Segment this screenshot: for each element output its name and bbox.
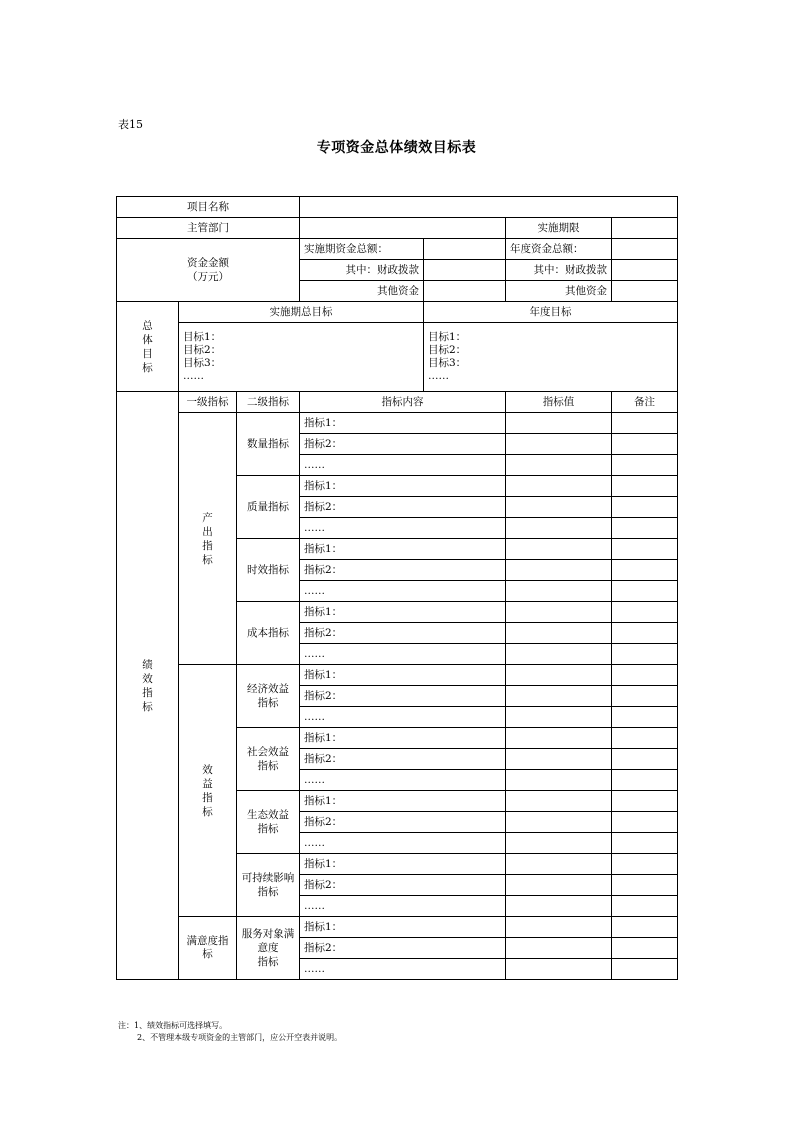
indicator-content-field[interactable]: 指标2：	[300, 875, 506, 896]
header-level2: 二级指标	[237, 392, 300, 413]
field-period-total[interactable]	[424, 239, 506, 260]
indicator-note-field[interactable]	[612, 875, 678, 896]
label-other-right: 其他资金	[506, 281, 612, 302]
indicator-row	[117, 413, 678, 434]
indicator-value-field[interactable]	[506, 749, 612, 770]
level1-indicator: 效益指标	[179, 665, 237, 917]
level2-indicator: 可持续影响 指标	[237, 854, 300, 917]
indicator-content-field[interactable]: ……	[300, 896, 506, 917]
header-note: 备注	[612, 392, 678, 413]
indicator-note-field[interactable]	[612, 854, 678, 875]
indicator-content-field[interactable]: 指标2：	[300, 938, 506, 959]
level2-indicator: 社会效益 指标	[237, 728, 300, 791]
indicator-content-field[interactable]: 指标1：	[300, 539, 506, 560]
label-fiscal-right: 其中：财政拨款	[506, 260, 612, 281]
label-funds	[117, 239, 300, 302]
indicator-note-field[interactable]	[612, 665, 678, 686]
indicator-content-field[interactable]: ……	[300, 518, 506, 539]
indicator-value-field[interactable]	[506, 497, 612, 518]
indicator-value-field[interactable]	[506, 728, 612, 749]
field-period-goal[interactable]	[179, 323, 424, 392]
level2-indicator: 质量指标	[237, 476, 300, 539]
indicator-content-field[interactable]: ……	[300, 770, 506, 791]
field-other-right[interactable]	[612, 281, 678, 302]
label-department: 主管部门	[117, 218, 300, 239]
indicator-value-field[interactable]	[506, 413, 612, 434]
indicator-value-field[interactable]	[506, 875, 612, 896]
indicator-value-field[interactable]	[506, 896, 612, 917]
indicator-content-field[interactable]: 指标2：	[300, 623, 506, 644]
indicator-content-field[interactable]: 指标1：	[300, 728, 506, 749]
indicator-value-field[interactable]	[506, 938, 612, 959]
indicator-value-field[interactable]	[506, 518, 612, 539]
level2-indicator: 生态效益 指标	[237, 791, 300, 854]
indicator-value-field[interactable]	[506, 602, 612, 623]
indicator-note-field[interactable]	[612, 518, 678, 539]
row-indicator-headers	[117, 392, 678, 413]
field-other-left[interactable]	[424, 281, 506, 302]
row-project-name	[117, 197, 678, 218]
header-value: 指标值	[506, 392, 612, 413]
indicator-content-field[interactable]: 指标1：	[300, 791, 506, 812]
label-annual-total: 年度资金总额：	[506, 239, 612, 260]
indicator-content-field[interactable]: 指标2：	[300, 812, 506, 833]
indicator-content-field[interactable]: 指标1：	[300, 917, 506, 938]
indicator-note-field[interactable]	[612, 434, 678, 455]
indicator-content-field[interactable]: 指标1：	[300, 854, 506, 875]
indicator-value-field[interactable]	[506, 560, 612, 581]
period-goal-item: 目标1：	[183, 331, 222, 343]
period-goal-item: 目标3：	[183, 357, 222, 369]
indicator-note-field[interactable]	[612, 602, 678, 623]
field-period[interactable]	[612, 218, 678, 239]
indicator-note-field[interactable]	[612, 623, 678, 644]
indicator-note-field[interactable]	[612, 791, 678, 812]
header-level1: 一级指标	[179, 392, 237, 413]
period-goal-item: 目标2：	[183, 344, 222, 356]
indicator-value-field[interactable]	[506, 833, 612, 854]
header-period-goal: 实施期总目标	[179, 302, 424, 323]
indicator-content-field[interactable]: ……	[300, 644, 506, 665]
label-funds-line1: 资金金额	[187, 257, 229, 269]
indicator-row	[117, 917, 678, 938]
annual-goal-item: 目标1：	[428, 331, 467, 343]
indicator-content-field[interactable]: 指标2：	[300, 749, 506, 770]
indicator-value-field[interactable]	[506, 455, 612, 476]
indicator-note-field[interactable]	[612, 728, 678, 749]
indicator-content-field[interactable]: 指标1：	[300, 413, 506, 434]
level2-indicator: 服务对象满意度 指标	[237, 917, 300, 980]
performance-goal-table	[116, 196, 678, 980]
annual-goal-item: 目标3：	[428, 357, 467, 369]
indicator-value-field[interactable]	[506, 434, 612, 455]
field-fiscal-left[interactable]	[424, 260, 506, 281]
field-project-name[interactable]	[300, 197, 678, 218]
label-project-name: 项目名称	[117, 197, 300, 218]
level1-indicator: 满意度指标	[179, 917, 237, 980]
header-annual-goal: 年度目标	[424, 302, 678, 323]
field-fiscal-right[interactable]	[612, 260, 678, 281]
indicator-content-field[interactable]: 指标2：	[300, 686, 506, 707]
label-overall-goal: 总体目标	[117, 302, 179, 392]
header-content: 指标内容	[300, 392, 506, 413]
footnote-2: 2、不管理本级专项资金的主管部门，应公开空表并说明。	[137, 1033, 343, 1042]
indicator-note-field[interactable]	[612, 770, 678, 791]
footnotes	[118, 1020, 342, 1044]
indicator-note-field[interactable]	[612, 644, 678, 665]
label-funds-line2: （万元）	[187, 271, 229, 283]
indicator-value-field[interactable]	[506, 476, 612, 497]
indicator-note-field[interactable]	[612, 413, 678, 434]
period-goal-item: ……	[183, 370, 204, 382]
indicator-note-field[interactable]	[612, 455, 678, 476]
annual-goal-item: 目标2：	[428, 344, 467, 356]
page-title: 专项资金总体绩效目标表	[316, 140, 477, 156]
indicator-content-field[interactable]: 指标1：	[300, 665, 506, 686]
field-annual-goal[interactable]	[424, 323, 678, 392]
indicator-note-field[interactable]	[612, 812, 678, 833]
indicator-value-field[interactable]	[506, 917, 612, 938]
indicator-value-field[interactable]	[506, 539, 612, 560]
label-other-left: 其他资金	[300, 281, 424, 302]
indicator-value-field[interactable]	[506, 644, 612, 665]
indicator-value-field[interactable]	[506, 707, 612, 728]
row-goal-content	[117, 323, 678, 392]
row-funds-total	[117, 239, 678, 260]
indicator-content-field[interactable]: ……	[300, 581, 506, 602]
indicator-value-field[interactable]	[506, 665, 612, 686]
indicator-note-field[interactable]	[612, 707, 678, 728]
indicator-note-field[interactable]	[612, 896, 678, 917]
indicator-content-field[interactable]: ……	[300, 707, 506, 728]
level1-indicator: 产出指标	[179, 413, 237, 665]
level2-indicator: 经济效益 指标	[237, 665, 300, 728]
indicator-content-field[interactable]: ……	[300, 455, 506, 476]
label-period-total: 实施期资金总额：	[300, 239, 424, 260]
field-annual-total[interactable]	[612, 239, 678, 260]
row-department	[117, 218, 678, 239]
indicator-note-field[interactable]	[612, 686, 678, 707]
label-performance-indicators: 绩效指标	[117, 392, 179, 980]
label-period: 实施期限	[506, 218, 612, 239]
indicator-note-field[interactable]	[612, 959, 678, 980]
level2-indicator: 时效指标	[237, 539, 300, 602]
indicator-note-field[interactable]	[612, 749, 678, 770]
row-goal-headers	[117, 302, 678, 323]
footnote-1: 注：1、绩效指标可选择填写。	[118, 1021, 228, 1030]
indicator-note-field[interactable]	[612, 539, 678, 560]
indicator-note-field[interactable]	[612, 581, 678, 602]
table-number: 表15	[118, 118, 143, 131]
indicator-note-field[interactable]	[612, 917, 678, 938]
annual-goal-item: ……	[428, 370, 449, 382]
indicator-content-field[interactable]: 指标1：	[300, 476, 506, 497]
indicator-note-field[interactable]	[612, 560, 678, 581]
indicator-content-field[interactable]: 指标1：	[300, 602, 506, 623]
indicator-content-field[interactable]: ……	[300, 833, 506, 854]
level2-indicator: 成本指标	[237, 602, 300, 665]
indicator-row	[117, 665, 678, 686]
label-fiscal-left: 其中：财政拨款	[300, 260, 424, 281]
indicator-value-field[interactable]	[506, 686, 612, 707]
indicator-value-field[interactable]	[506, 623, 612, 644]
field-department[interactable]	[300, 218, 506, 239]
indicator-content-field[interactable]: ……	[300, 959, 506, 980]
indicator-value-field[interactable]	[506, 854, 612, 875]
indicator-note-field[interactable]	[612, 497, 678, 518]
indicator-note-field[interactable]	[612, 476, 678, 497]
indicator-content-field[interactable]: 指标2：	[300, 560, 506, 581]
indicator-content-field[interactable]: 指标2：	[300, 434, 506, 455]
indicator-value-field[interactable]	[506, 812, 612, 833]
indicator-note-field[interactable]	[612, 833, 678, 854]
indicator-value-field[interactable]	[506, 581, 612, 602]
indicator-content-field[interactable]: 指标2：	[300, 497, 506, 518]
indicator-value-field[interactable]	[506, 770, 612, 791]
indicator-value-field[interactable]	[506, 959, 612, 980]
indicator-value-field[interactable]	[506, 791, 612, 812]
level2-indicator: 数量指标	[237, 413, 300, 476]
indicator-note-field[interactable]	[612, 938, 678, 959]
